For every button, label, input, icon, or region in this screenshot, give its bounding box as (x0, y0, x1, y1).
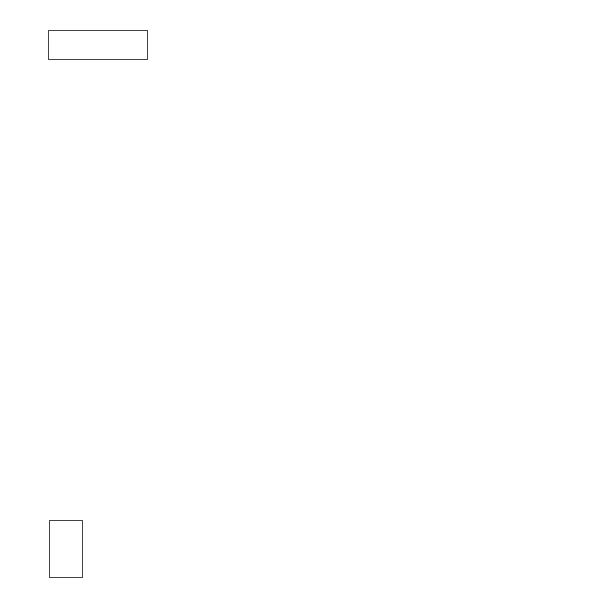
title-box (48, 30, 148, 60)
legend (49, 520, 83, 578)
